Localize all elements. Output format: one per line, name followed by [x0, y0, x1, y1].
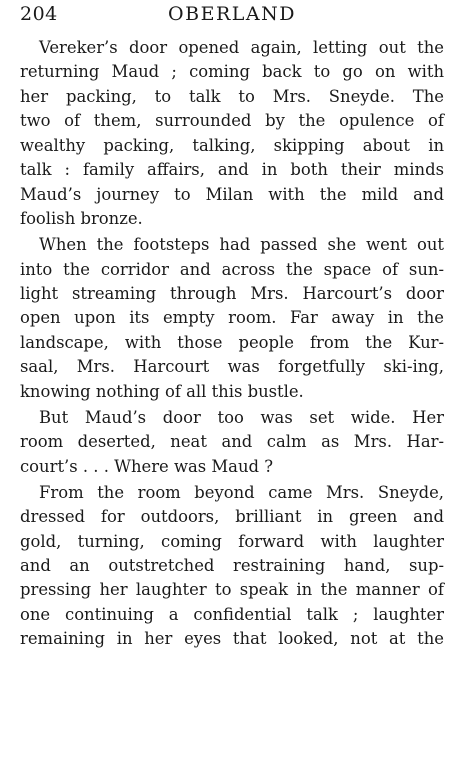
text-line: returning Maud ; coming back to go on with — [20, 62, 444, 82]
text-line: court’s . . . Where was Maud ? — [20, 456, 273, 476]
text-line: Maud’s journey to Milan with the mild and — [20, 184, 444, 204]
text-line: When the footsteps had passed she went out — [39, 235, 444, 255]
text-line: But Maud’s door too was set wide. Her — [39, 407, 444, 427]
text-line: and an outstretched restraining hand, sup- — [20, 555, 444, 575]
running-head — [20, 3, 444, 29]
paragraph — [20, 481, 444, 652]
text-line: room deserted, neat and calm as Mrs. Har- — [20, 432, 444, 452]
paragraph — [20, 36, 444, 232]
text-line: one continuing a confidential talk ; laughter — [20, 604, 444, 624]
text-line: into the corridor and across the space of sun- — [20, 259, 444, 279]
running-title: OBERLAND — [168, 3, 296, 25]
text-line: pressing her laughter to speak in the manner of — [20, 580, 444, 600]
paragraph — [20, 406, 444, 479]
text-line: talk : family affairs, and in both their minds — [20, 160, 444, 180]
text-line: wealthy packing, talking, skipping about in — [20, 135, 444, 155]
text-line: saal, Mrs. Harcourt was forgetfully ski-ing, — [20, 357, 444, 377]
text-line: dressed for outdoors, brilliant in green and — [20, 507, 444, 527]
paragraph — [20, 233, 444, 404]
text-line: two of them, surrounded by the opulence of — [20, 111, 444, 131]
text-line: light streaming through Mrs. Harcourt’s door — [20, 283, 444, 303]
text-line: knowing nothing of all this bustle. — [20, 381, 304, 401]
text-line: open upon its empty room. Far away in the — [20, 308, 444, 328]
text-line: foolish bronze. — [20, 209, 143, 229]
text-line: gold, turning, coming forward with laughter — [20, 531, 444, 551]
text-line: From the room beyond came Mrs. Sneyde, — [39, 482, 444, 502]
body-text — [20, 36, 444, 653]
text-line: remaining in her eyes that looked, not at the — [20, 629, 444, 649]
text-line: landscape, with those people from the Kur- — [20, 332, 444, 352]
text-line: Vereker’s door opened again, letting out the — [39, 38, 444, 57]
page-number: 204 — [20, 3, 58, 25]
text-line: her packing, to talk to Mrs. Sneyde. The — [20, 86, 444, 106]
